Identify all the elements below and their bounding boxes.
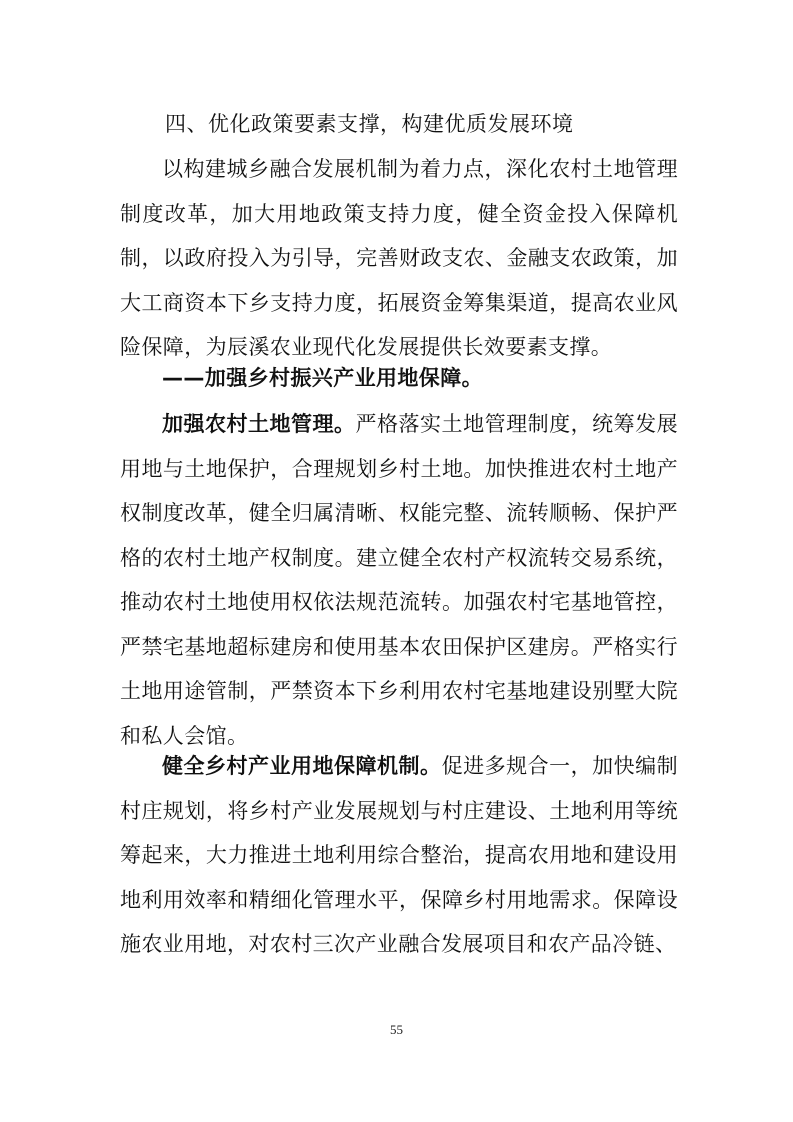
intro-paragraph: 以构建城乡融合发展机制为着力点，深化农村土地管理制度改革，加大用地政策支持力度，健全资金投入保障机制，以政府投入为引导，完善财政支农、金融支农政策，加大工商资本下乡支持力度，拓展资金筹集渠道，提高农业风险保障，为辰溪农业现代化发展提供长效要素支撑。 xyxy=(120,157,678,359)
paragraph-lead: 加强农村土地管理。 xyxy=(162,412,356,436)
paragraph-body: 严格落实土地管理制度，统筹发展用地与土地保护，合理规划乡村土地。加快推进农村土地产权制度改革，健全归属清晰、权能完整、流转顺畅、保护严格的农村土地产权制度。建立健全农村产权流转交易系统，推动农村土地使用权依法规范流转。加强农村宅基地管控，严禁宅基地超标建房和使用基本农田保护区建房。严格实行土地用途管制，严禁资本下乡利用农村宅基地建设别墅大院和私人会馆。 xyxy=(120,412,679,748)
paragraph-body: 促进多规合一，加快编制村庄规划，将乡村产业发展规划与村庄建设、土地利用等统筹起来，大力推进土地利用综合整治，提高农用地和建设用地利用效率和精细化管理水平，保障乡村用地需求。保障设施农业用地，对农村三次产业融合发展项目和农产品冷链、 xyxy=(120,754,679,956)
section-heading: 四、优化政策要素支撑，构建优质发展环境 xyxy=(165,112,574,136)
paragraph-lead: 健全乡村产业用地保障机制。 xyxy=(162,754,442,778)
paragraph-land-management xyxy=(120,402,678,758)
page-number: 55 xyxy=(390,1022,403,1037)
sub-heading: ——加强乡村振兴产业用地保障。 xyxy=(162,366,483,390)
paragraph-land-guarantee xyxy=(120,744,678,967)
